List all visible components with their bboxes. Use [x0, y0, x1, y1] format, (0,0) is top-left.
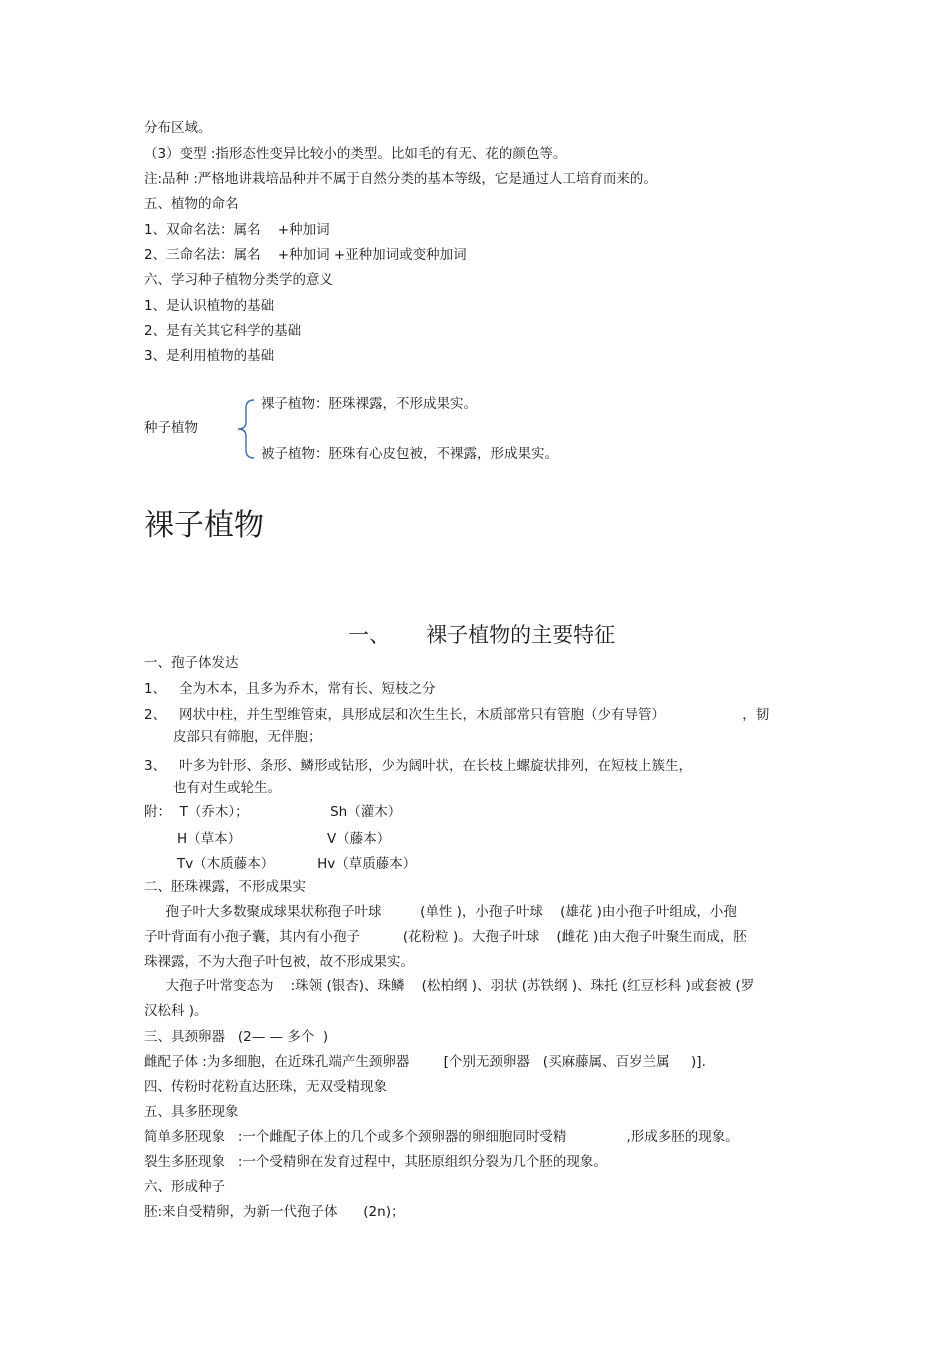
text-line: 2、三命名法：属名 +种加词 +亚种加词或变种加词 [144, 247, 467, 263]
list-item-continuation: 也有对生或轮生。 [173, 780, 281, 796]
text-line: 3、是利用植物的基础 [144, 348, 275, 364]
list-item: 1、 全为木本，且多为乔木，常有长、短枝之分 [144, 681, 436, 697]
text-line: 1、是认识植物的基础 [144, 298, 275, 314]
section-heading: 五、具多胚现象 [144, 1104, 239, 1120]
paragraph-line: 珠裸露，不为大孢子叶包被，故不形成果实。 [144, 954, 414, 970]
text-line: 分布区域。 [144, 120, 212, 136]
paragraph-line: 雌配子体 :为多细胞，在近珠孔端产生颈卵器 [个别无颈卵器 (买麻藤属、百岁兰属 )]. [144, 1054, 706, 1070]
text-line: （3）变型 :指形态性变异比较小的类型。比如毛的有无、花的颜色等。 [144, 146, 567, 162]
section-number: 一、 [348, 623, 391, 647]
paragraph-line: 大孢子叶常变态为 :珠领 (银杏)、珠鳞 (松柏纲 )、羽状 (苏铁纲 )、珠托 (红豆杉科 )或套被 (罗 [144, 978, 755, 994]
text-line: 1、双命名法：属名 +种加词 [144, 222, 330, 238]
appendix-line: Tv（木质藤本） Hv（草质藤本） [177, 856, 417, 872]
paragraph-line: 孢子叶大多数聚成球果状称孢子叶球 (单性 )，小孢子叶球 (雄花 )由小孢子叶组成，小孢 [144, 904, 737, 920]
section-title [0, 590, 950, 650]
classification-branch-angiosperm: 被子植物：胚珠有心皮包被，不裸露，形成果实。 [261, 446, 558, 462]
section-title-text: 裸子植物的主要特征 [426, 623, 616, 647]
paragraph-line: 汉松科 )。 [144, 1003, 208, 1019]
section-heading: 二、胚珠裸露，不形成果实 [144, 879, 306, 895]
section-heading: 三、具颈卵器 (2— — 多个 ) [144, 1029, 329, 1045]
section-heading: 六、学习种子植物分类学的意义 [144, 272, 333, 288]
chapter-title: 裸子植物 [144, 508, 264, 543]
list-item-continuation: 皮部只有筛胞，无伴胞； [173, 729, 322, 745]
paragraph-line: 胚:来自受精卵，为新一代孢子体 (2n)； [144, 1204, 405, 1220]
list-item: 2、 网状中柱，并生型维管束，具形成层和次生生长，木质部常只有管胞（少有导管） ，韧 [144, 707, 770, 723]
paragraph-line: 裂生多胚现象 :一个受精卵在发育过程中，其胚原组织分裂为几个胚的现象。 [144, 1154, 607, 1170]
list-item: 3、 叶多为针形、条形、鳞形或钻形，少为阔叶状，在长枝上螺旋状排列，在短枝上簇生， [144, 758, 692, 774]
appendix-line: H（草本） V（藤本） [177, 831, 391, 847]
paragraph-line: 子叶背面有小孢子囊，其内有小孢子 (花粉粒 )。大孢子叶球 (雌花 )由大孢子叶聚生而成，胚 [144, 929, 747, 945]
section-heading: 一、孢子体发达 [144, 655, 239, 671]
text-line: 2、是有关其它科学的基础 [144, 323, 302, 339]
brace-icon [234, 398, 258, 460]
section-heading: 六、形成种子 [144, 1179, 225, 1195]
section-heading: 五、植物的命名 [144, 196, 239, 212]
classification-root: 种子植物 [144, 420, 198, 436]
classification-branch-gymnosperm: 裸子植物：胚珠裸露，不形成果实。 [261, 396, 477, 412]
section-heading: 四、传粉时花粉直达胚珠，无双受精现象 [144, 1079, 387, 1095]
text-line: 注:品种 :严格地讲栽培品种并不属于自然分类的基本等级，它是通过人工培育而来的。 [144, 171, 657, 187]
appendix-line: 附： T（乔木）； Sh（灌木） [144, 804, 402, 820]
paragraph-line: 简单多胚现象 :一个雌配子体上的几个或多个颈卵器的卵细胞同时受精 ,形成多胚的现象。 [144, 1129, 739, 1145]
